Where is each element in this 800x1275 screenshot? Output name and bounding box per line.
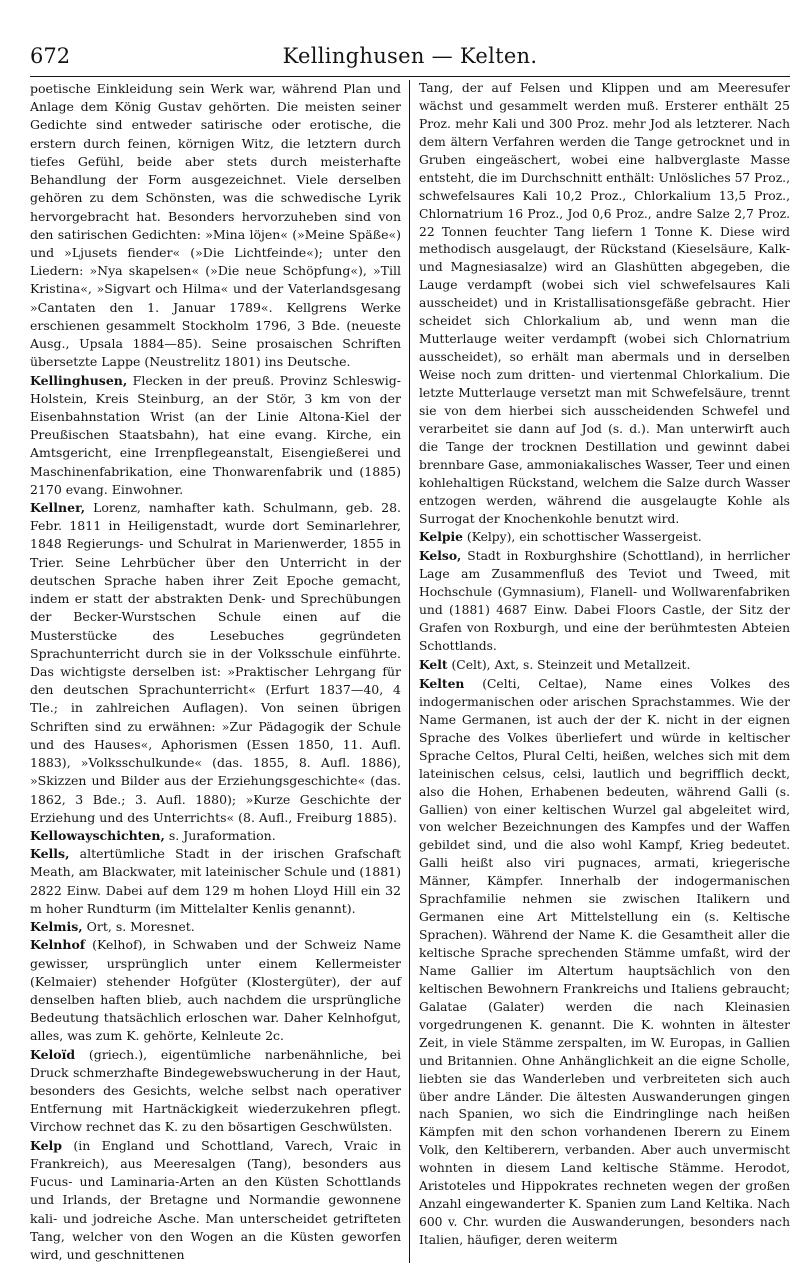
entry-text: Tang, der auf Felsen und Klippen und am Meeresufer wächst und gesammelt werden muß. Ersterer enthält 25 Proz. mehr Kali und 300 Proz. mehr Jod als letzterer. Nach dem ältern Verfahren werden die Tange getrocknet und in Gruben eingeäschert, wobei eine halbverglaste Masse entsteht, die im Durchschnitt enthält: Unlösliches 57 Proz., schwefelsaures Kali 10,2 Proz., Chlorkalium 13,5 Proz., Chlornatrium 16 Proz., Jod 0,6 Proz., andre Salze 2,7 Proz. 22 Tonnen feuchter Tang liefern 1 Tonne K. Diese wird methodisch ausgelaugt, der Rückstand (Kieselsäure, Kalk- und Magnesiasalze) wird an Glashütten abgegeben, die Lauge verdampft (wobei sich viel schwefelsaures Kali ausscheidet) und in Kristallisationsgefäße gebracht. Hier scheidet sich Chlorkalium ab, und wenn man die Mutterlauge weiter verdampft (wobei sich Chlornatrium ausscheidet), so erhält man abermals und in derselben Weise noch zum dritten- und viertenmal Chlorkalium. Die letzte Mutterlauge versetzt man mit Schwefelsäure, trennt sie von dem hierbei sich ausscheidenden Schwefel und verarbeitet sie dann auf Jod (s. d.). Man unterwirft auch die Tange der trocknen Destillation und gewinnt dabei brennbare Gase, ammoniakalisches Wasser, Teer und einen kohlehaltigen Rückstand, welchem die Salze durch Wasser entzogen werden, während die ausgelaugte Kohle als Surrogat der Knochenkohle benutzt wird. — [419, 81, 790, 526]
entry-headword: Kelnhof — [30, 937, 86, 953]
entry-headword: Kelpie — [419, 529, 464, 545]
entry-text: Ort, s. Moresnet. — [82, 919, 195, 935]
entry-headword: Kellner, — [30, 500, 86, 516]
dictionary-entry — [30, 936, 401, 1045]
entry-headword: Kelso, — [419, 548, 462, 564]
dictionary-entry — [30, 918, 401, 936]
left-column — [30, 80, 409, 1263]
entry-headword: Kelp — [30, 1137, 63, 1153]
dictionary-entry — [30, 1046, 401, 1137]
dictionary-entry — [30, 827, 401, 845]
page-number: 672 — [30, 44, 71, 68]
entry-text: (griech.), eigentümliche narbenähnliche, bei Druck schmerzhafte Bindegewebswucherung in der Haut, besonders des Gesichts, welche selbst nach operativer Entfernung mit Hartnäckigkeit wiederzukehren pflegt. Virchow rechnet das K. zu den bösartigen Geschwülsten. — [30, 1046, 401, 1135]
entry-headword: Kelmis, — [30, 919, 83, 935]
entry-text: poetische Einkleidung sein Werk war, während Plan und Anlage dem König Gustav gehörten. Die meisten seiner Gedichte sind entweder satirische oder erotische, die erstern durch feinen, körnigen Witz, die letztern durch tiefes Gefühl, beide aber stets durch meisterhafte Behandlung der Form ausgezeichnet. Viele derselben gehören zu dem Schönsten, was die schwedische Lyrik hervorgebracht hat. Besonders hervorzuheben sind von den satirischen Gedichten: »Mina löjen« (»Meine Späße«) und »Ljusets fiender« (»Die Lichtfeinde«); unter den Liedern: »Nya skapelsen« (»Die neue Schöpfung«), »Till Kristina«, »Sigvart och Hilma« und der Vaterlandsgesang »Cantaten den 1. Januar 1789«. Kellgrens Werke erschienen gesammelt Stockholm 1796, 3 Bde. (neueste Ausg., Upsala 1884—85). Seine prosaischen Schriften übersetzte Lappe (Neustrelitz 1801) ins Deutsche. — [30, 81, 401, 370]
dictionary-entry — [419, 547, 790, 656]
running-head: Kellinghusen — Kelten. — [282, 44, 538, 68]
entry-text: Flecken in der preuß. Provinz Schleswig-Holstein, Kreis Steinburg, an der Stör, 3 km von der Eisenbahnstation Wrist (an der Linie Altona-Kiel der Preußischen Staatsbahn), hat eine evang. Kirche, ein Amtsgericht, eine Irrenpflegeanstalt, Eisengießerei und Maschinenfabrikation, eine Thonwarenfabrik und (1885) 2170 evang. Einwohner. — [30, 372, 401, 497]
entry-headword: Kellowayschichten, — [30, 827, 165, 843]
dictionary-entry — [30, 1137, 401, 1263]
entry-headword: Kelten — [419, 675, 465, 691]
entry-headword: Keloïd — [30, 1046, 76, 1062]
dictionary-entry — [30, 372, 401, 500]
text-columns — [30, 80, 790, 1263]
header-rule — [30, 76, 790, 77]
dictionary-entry — [419, 656, 790, 675]
right-column — [409, 80, 790, 1263]
dictionary-entry — [30, 845, 401, 918]
entry-headword: Kellinghusen, — [30, 372, 128, 388]
dictionary-entry — [30, 499, 401, 827]
entry-headword: Kells, — [30, 846, 70, 862]
entry-text: s. Juraformation. — [164, 827, 276, 843]
dictionary-entry — [419, 675, 790, 1250]
entry-text: Lorenz, namhafter kath. Schulmann, geb. 28. Febr. 1811 in Heiligenstadt, wurde dort Seminarlehrer, 1848 Regierungs- und Schulrat in Marienwerder, 1855 in Trier. Seine Lehrbücher über den Unterricht in der deutschen Sprache haben ihrer Zeit Epoche gemacht, indem er statt der abstrakten Denk- und Sprechübungen der Becker-Wurstschen Schule einen auf die Musterstücke des Lesebuches gegründeten Sprachunterricht durch sie in der Volksschule einführte. Das wichtigste derselben ist: »Praktischer Lehrgang für den deutschen Sprachunterricht« (Erfurt 1837—40, 4 Tle.; in zahlreichen Auflagen). Von seinen übrigen Schriften sind zu erwähnen: »Zur Pädagogik der Schule und des Hauses«, Aphorismen (Essen 1850, 11. Aufl. 1883), »Volksschulkunde« (das. 1855, 8. Aufl. 1886), »Skizzen und Bilder aus der Erziehungsgeschichte« (das. 1862, 3 Bde.; 3. Aufl. 1880); »Kurze Geschichte der Erziehung und des Unterrichts« (8. Aufl., Freiburg 1885). — [30, 500, 401, 825]
entry-text: altertümliche Stadt in der irischen Grafschaft Meath, am Blackwater, mit lateinischer Schule und (1881) 2822 Einw. Dabei auf dem 129 m hohen Lloyd Hill ein 32 m hoher Rundturm (im Mittelalter Kenlis genannt). — [30, 846, 401, 916]
dictionary-entry — [419, 528, 790, 547]
entry-headword: Kelt — [419, 657, 448, 672]
entry-text: Stadt in Roxburghshire (Schottland), in herrlicher Lage am Zusammenfluß des Teviot und Tweed, mit Hochschule (Gymnasium), Flanell- und Wollwarenfabriken und (1881) 4687 Einw. Dabei Floors Castle, der Sitz der Grafen von Roxburgh, und eine der berühmtesten Abteien Schottlands. — [419, 549, 790, 654]
entry-continuation — [419, 80, 790, 528]
page-header — [30, 44, 790, 72]
entry-text: (in England und Schottland, Varech, Vraic in Frankreich), aus Meeresalgen (Tang), besonders aus Fucus- und Laminaria-Arten an den Küsten Schottlands und Irlands, der Bretagne und Normandie gewonnene kali- und jodreiche Asche. Man unterscheidet getrifteten Tang, welcher von den Wogen an die Küsten geworfen wird, und geschnittenen — [30, 1137, 401, 1262]
entry-text: (Celt), Axt, s. Steinzeit und Metallzeit. — [447, 658, 691, 672]
entry-continuation — [30, 80, 401, 372]
entry-text: (Kelpy), ein schottischer Wassergeist. — [463, 530, 702, 545]
entry-text: (Kelhof), in Schwaben und der Schweiz Name gewisser, ursprünglich unter einem Kellermeister (Kelmaier) stehender Hofgüter (Klostergüter), der auf denselben haften blieb, auch nachdem die ursprüngliche Bedeutung thatsächlich erloschen war. Daher Kelnhofgut, alles, was zum K. gehörte, Kelnleute 2c. — [30, 937, 401, 1044]
entry-text: (Celti, Celtae), Name eines Volkes des indogermanischen oder arischen Sprachstammes. Wie der Name Germanen, ist auch der der K. nicht in der eignen Sprache des Volkes überliefert und würde in keltischer Sprache Celtos, Plural Celti, heißen, welches sich mit dem lateinischen celsus, celsi, lautlich und begrifflich deckt, also die Hohen, Erhabenen bedeuten, während Galli (s. Gallien) von einer keltischen Wurzel gal abgeleitet wird, von welcher Bezeichnungen des Kampfes und der Waffen gebildet sind, und die also wohl Kampf, Krieg bedeutet. Galli heißt also viri pugnaces, armati, kriegerische Männer, Kämpfer. Innerhalb der indogermanischen Sprachfamilie nehmen sie zwischen Italikern und Germanen eine Art Mittelstellung ein (s. Keltische Sprachen). Während der Name K. die Gesamtheit aller die keltische Sprache sprechenden Stämme umfaßt, wird der Name Gallier im Altertum hauptsächlich von den keltischen Bewohnern Frankreichs und Italiens gebraucht; Galatae (Galater) werden die nach Kleinasien vorgedrungenen K. genannt. Die K. wohnten in ältester Zeit, in viele Stämme zerspalten, im W. Europas, in Gallien und Britannien. Ohne Anhänglichkeit an die eigne Scholle, liebten sie das Wanderleben und verbreiteten sich auch über andre Länder. Die ältesten Auswanderungen gingen nach Spanien, wo sich die Eindringlinge nach heißen Kämpfen mit den schon vorhandenen Iberern zu Einem Volk, den Keltiberern, verbanden. Aber auch unvermischt wohnten in diesem Land keltische Stämme. Herodot, Aristoteles und Hippokrates rechneten wegen der großen Anzahl eingewanderter K. Spanien zum Land Keltika. Nach 600 v. Chr. wurden die Auswanderungen, besonders nach Italien, häufiger, deren weiterm — [419, 676, 790, 1247]
